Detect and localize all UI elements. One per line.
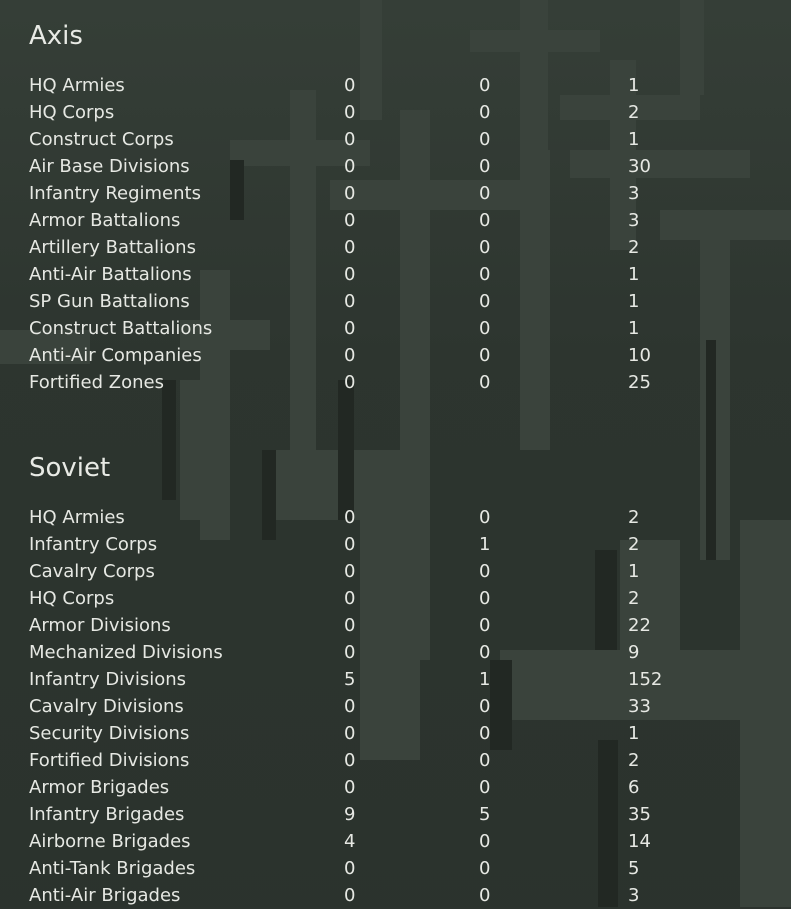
value-col-2: 0 <box>479 345 491 366</box>
section-title-soviet: Soviet <box>29 453 111 483</box>
value-col-2: 0 <box>479 507 491 528</box>
value-col-3: 5 <box>628 858 640 879</box>
value-col-2: 0 <box>479 210 491 231</box>
value-col-3: 2 <box>628 750 640 771</box>
unit-type-label: Cavalry Corps <box>29 561 155 582</box>
value-col-3: 1 <box>628 318 640 339</box>
table-row <box>29 342 729 369</box>
value-col-3: 2 <box>628 507 640 528</box>
table-row <box>29 531 729 558</box>
unit-type-label: Anti-Air Brigades <box>29 885 181 906</box>
value-col-2: 0 <box>479 831 491 852</box>
value-col-2: 1 <box>479 534 491 555</box>
value-col-1: 0 <box>344 777 356 798</box>
value-col-1: 0 <box>344 291 356 312</box>
table-row <box>29 612 729 639</box>
table-row <box>29 180 729 207</box>
value-col-3: 1 <box>628 723 640 744</box>
unit-type-label: Anti-Air Battalions <box>29 264 192 285</box>
table-row <box>29 504 729 531</box>
value-col-1: 0 <box>344 345 356 366</box>
value-col-2: 0 <box>479 102 491 123</box>
value-col-3: 2 <box>628 102 640 123</box>
value-col-2: 0 <box>479 318 491 339</box>
value-col-3: 3 <box>628 183 640 204</box>
unit-type-label: Infantry Regiments <box>29 183 201 204</box>
value-col-2: 0 <box>479 237 491 258</box>
value-col-1: 5 <box>344 669 356 690</box>
unit-type-label: Infantry Divisions <box>29 669 187 690</box>
value-col-3: 1 <box>628 129 640 150</box>
unit-type-label: Infantry Corps <box>29 534 158 555</box>
value-col-3: 30 <box>628 156 651 177</box>
value-col-2: 0 <box>479 129 491 150</box>
unit-type-label: Cavalry Divisions <box>29 696 184 717</box>
value-col-3: 10 <box>628 345 651 366</box>
table-row <box>29 828 729 855</box>
table-row <box>29 801 729 828</box>
value-col-3: 1 <box>628 561 640 582</box>
value-col-3: 2 <box>628 237 640 258</box>
table-row <box>29 720 729 747</box>
value-col-1: 0 <box>344 750 356 771</box>
unit-type-label: Mechanized Divisions <box>29 642 223 663</box>
value-col-1: 0 <box>344 723 356 744</box>
value-col-1: 0 <box>344 507 356 528</box>
value-col-1: 0 <box>344 318 356 339</box>
value-col-3: 3 <box>628 885 640 906</box>
value-col-2: 0 <box>479 858 491 879</box>
table-row <box>29 747 729 774</box>
table-row <box>29 558 729 585</box>
table-row <box>29 774 729 801</box>
value-col-1: 0 <box>344 156 356 177</box>
table-row <box>29 666 729 693</box>
table-row <box>29 99 729 126</box>
value-col-3: 2 <box>628 588 640 609</box>
value-col-1: 0 <box>344 588 356 609</box>
table-row <box>29 639 729 666</box>
unit-type-label: Airborne Brigades <box>29 831 191 852</box>
unit-type-label: Security Divisions <box>29 723 190 744</box>
value-col-3: 1 <box>628 264 640 285</box>
value-col-2: 0 <box>479 75 491 96</box>
value-col-2: 5 <box>479 804 491 825</box>
section-title-axis: Axis <box>29 21 83 51</box>
unit-type-label: Armor Divisions <box>29 615 171 636</box>
value-col-1: 0 <box>344 372 356 393</box>
unit-type-label: HQ Armies <box>29 507 125 528</box>
unit-type-label: Armor Brigades <box>29 777 170 798</box>
unit-type-label: Infantry Brigades <box>29 804 185 825</box>
value-col-1: 0 <box>344 264 356 285</box>
value-col-1: 0 <box>344 561 356 582</box>
value-col-3: 9 <box>628 642 640 663</box>
value-col-2: 0 <box>479 642 491 663</box>
table-row <box>29 855 729 882</box>
value-col-2: 0 <box>479 183 491 204</box>
table-row <box>29 369 729 396</box>
value-col-2: 0 <box>479 588 491 609</box>
value-col-1: 0 <box>344 615 356 636</box>
unit-type-label: Construct Battalions <box>29 318 213 339</box>
value-col-2: 0 <box>479 750 491 771</box>
value-col-3: 35 <box>628 804 651 825</box>
value-col-1: 0 <box>344 858 356 879</box>
value-col-2: 0 <box>479 777 491 798</box>
value-col-3: 152 <box>628 669 663 690</box>
value-col-1: 0 <box>344 642 356 663</box>
value-col-3: 25 <box>628 372 651 393</box>
value-col-2: 0 <box>479 291 491 312</box>
unit-type-label: Armor Battalions <box>29 210 181 231</box>
table-row <box>29 585 729 612</box>
value-col-1: 0 <box>344 885 356 906</box>
value-col-1: 0 <box>344 696 356 717</box>
value-col-2: 0 <box>479 885 491 906</box>
value-col-2: 1 <box>479 669 491 690</box>
unit-type-label: Fortified Divisions <box>29 750 190 771</box>
unit-type-label: Anti-Air Companies <box>29 345 202 366</box>
value-col-3: 1 <box>628 75 640 96</box>
value-col-3: 3 <box>628 210 640 231</box>
value-col-2: 0 <box>479 561 491 582</box>
value-col-2: 0 <box>479 156 491 177</box>
unit-type-label: Construct Corps <box>29 129 174 150</box>
value-col-3: 14 <box>628 831 651 852</box>
value-col-2: 0 <box>479 723 491 744</box>
value-col-2: 0 <box>479 615 491 636</box>
unit-type-label: Artillery Battalions <box>29 237 196 258</box>
unit-type-label: Air Base Divisions <box>29 156 190 177</box>
value-col-1: 0 <box>344 534 356 555</box>
value-col-3: 22 <box>628 615 651 636</box>
unit-type-label: Fortified Zones <box>29 372 164 393</box>
value-col-1: 0 <box>344 75 356 96</box>
value-col-1: 0 <box>344 210 356 231</box>
table-row <box>29 315 729 342</box>
table-row <box>29 72 729 99</box>
table-row <box>29 153 729 180</box>
table-row <box>29 693 729 720</box>
value-col-1: 9 <box>344 804 356 825</box>
table-row <box>29 882 729 909</box>
table-row <box>29 288 729 315</box>
value-col-3: 6 <box>628 777 640 798</box>
value-col-1: 0 <box>344 102 356 123</box>
value-col-2: 0 <box>479 696 491 717</box>
value-col-2: 0 <box>479 372 491 393</box>
value-col-3: 2 <box>628 534 640 555</box>
value-col-1: 0 <box>344 129 356 150</box>
table-row <box>29 126 729 153</box>
value-col-1: 0 <box>344 183 356 204</box>
unit-type-label: HQ Corps <box>29 588 115 609</box>
unit-type-label: HQ Armies <box>29 75 125 96</box>
value-col-3: 33 <box>628 696 651 717</box>
table-row <box>29 207 729 234</box>
value-col-3: 1 <box>628 291 640 312</box>
unit-type-label: HQ Corps <box>29 102 115 123</box>
table-row <box>29 234 729 261</box>
value-col-2: 0 <box>479 264 491 285</box>
table-row <box>29 261 729 288</box>
unit-type-label: Anti-Tank Brigades <box>29 858 196 879</box>
value-col-1: 0 <box>344 237 356 258</box>
unit-type-label: SP Gun Battalions <box>29 291 190 312</box>
value-col-1: 4 <box>344 831 356 852</box>
